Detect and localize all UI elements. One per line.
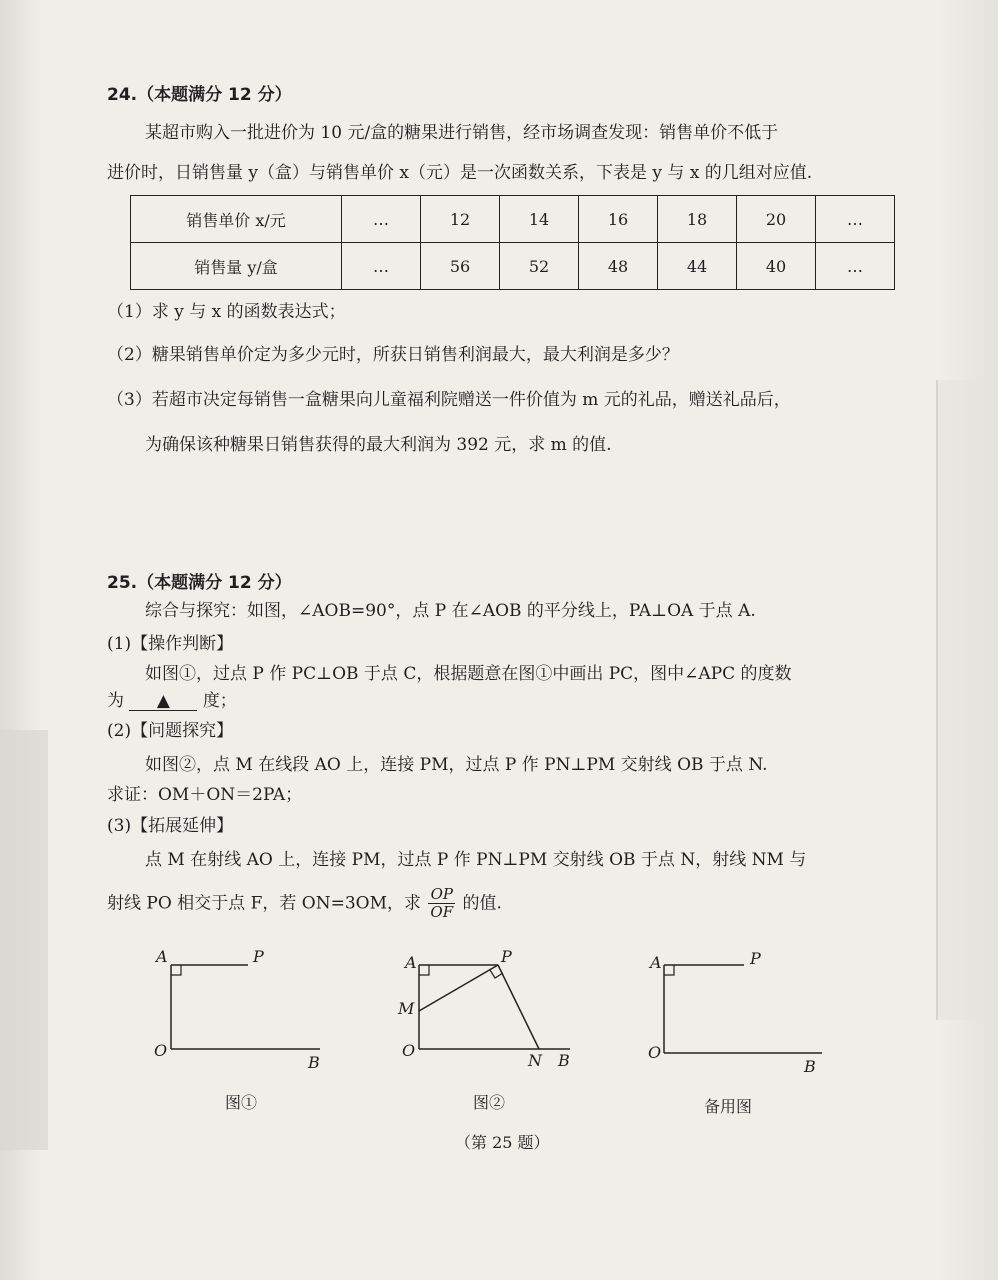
table-cell: … (816, 243, 895, 290)
figure-group-caption: （第 25 题） (455, 1133, 550, 1152)
label-A: A (156, 947, 168, 966)
table-cell: 44 (658, 243, 737, 290)
table-cell: 16 (579, 196, 658, 243)
figure-backup-diagram (646, 945, 836, 1075)
q24-part1: （1）求 y 与 x 的函数表达式； (107, 302, 346, 322)
table-cell: 12 (421, 196, 500, 243)
right-angle-mark (171, 965, 181, 975)
q25-part1-suffix: 度； (202, 691, 237, 711)
segment-PM (419, 965, 498, 1011)
figure-backup (646, 945, 836, 1075)
fraction-denominator: OF (430, 903, 454, 922)
label-N: N (528, 1051, 542, 1070)
q25-part1-heading: (1)【操作判断】 (107, 634, 234, 654)
q24-intro-line1: 某超市购入一批进价为 10 元/盒的糖果进行销售，经市场调查发现：销售单价不低于 (145, 123, 779, 143)
q25-part2-heading: (2)【问题探究】 (107, 721, 234, 741)
q24-part2: （2）糖果销售单价定为多少元时，所获日销售利润最大，最大利润是多少？ (107, 345, 679, 365)
page-shadow-left (0, 730, 48, 1150)
q24-part3-line2: 为确保该种糖果日销售获得的最大利润为 392 元，求 m 的值. (145, 435, 612, 455)
label-B: B (308, 1053, 320, 1072)
q25-part3-line1: 点 M 在射线 AO 上，连接 PM，过点 P 作 PN⊥PM 交射线 OB 于点 N，射线 NM 与 (145, 850, 807, 870)
page-shadow-right (936, 380, 980, 1020)
label-P: P (501, 947, 512, 966)
label-P: P (750, 949, 761, 968)
label-A: A (650, 953, 662, 972)
q25-part1-prefix: 为 (107, 691, 124, 711)
fraction (428, 886, 455, 922)
table-cell: 14 (500, 196, 579, 243)
label-B: B (804, 1057, 816, 1076)
q25-part1-line1: 如图①，过点 P 作 PC⊥OB 于点 C，根据题意在图①中画出 PC，图中∠APC 的度数 (145, 664, 792, 684)
q24-table (130, 195, 895, 290)
q24-intro-line2: 进价时，日销售量 y（盒）与销售单价 x（元）是一次函数关系，下表是 y 与 x 的几组对应值. (107, 163, 813, 183)
q25-part2-line2: 求证：OM＋ON＝2PA； (107, 785, 303, 805)
table-cell: 18 (658, 196, 737, 243)
right-angle-mark (419, 965, 429, 975)
q24-title: 24.（本题满分 12 分） (107, 85, 292, 105)
q25-part1-line2 (107, 693, 887, 711)
figure-1-diagram (150, 945, 330, 1075)
label-A: A (405, 953, 417, 972)
table-cell: 40 (737, 243, 816, 290)
right-angle-mark (664, 965, 674, 975)
figure-1-caption: 图① (225, 1093, 258, 1112)
label-M: M (398, 999, 415, 1018)
label-P: P (253, 947, 264, 966)
q25-title: 25.（本题满分 12 分） (107, 573, 292, 593)
table-row (131, 196, 895, 243)
table-cell: … (342, 243, 421, 290)
table-cell: 52 (500, 243, 579, 290)
label-O: O (648, 1043, 662, 1062)
q25-part3-heading: (3)【拓展延伸】 (107, 816, 234, 836)
table-cell: … (342, 196, 421, 243)
table-cell: 20 (737, 196, 816, 243)
answer-blank (129, 693, 197, 711)
figure-2 (398, 945, 588, 1075)
q25-part3-line2 (107, 886, 887, 922)
figure-2-caption: 图② (473, 1093, 506, 1112)
table-row-label: 销售单价 x/元 (131, 196, 342, 243)
label-B: B (558, 1051, 570, 1070)
table-cell: 56 (421, 243, 500, 290)
label-O: O (402, 1041, 416, 1060)
q25-part3-suffix: 的值. (462, 893, 502, 914)
fraction-numerator: OP (428, 886, 455, 904)
segment-PN (498, 965, 539, 1049)
figure-backup-caption: 备用图 (704, 1097, 753, 1116)
table-row-label: 销售量 y/盒 (131, 243, 342, 290)
blank-marker: ▲ (156, 691, 170, 711)
q25-part3-prefix: 射线 PO 相交于点 F，若 ON=3OM，求 (107, 893, 422, 914)
table-cell: … (816, 196, 895, 243)
q25-part2-line1: 如图②，点 M 在线段 AO 上，连接 PM，过点 P 作 PN⊥PM 交射线 OB 于点 N. (145, 755, 768, 775)
q25-intro: 综合与探究：如图，∠AOB=90°，点 P 在∠AOB 的平分线上，PA⊥OA 于点 A. (145, 601, 756, 621)
table-row (131, 243, 895, 290)
figure-1 (150, 945, 330, 1075)
q24-part3-line1: （3）若超市决定每销售一盒糖果向儿童福利院赠送一件价值为 m 元的礼品，赠送礼品后， (107, 390, 791, 410)
table-cell: 48 (579, 243, 658, 290)
label-O: O (154, 1041, 168, 1060)
